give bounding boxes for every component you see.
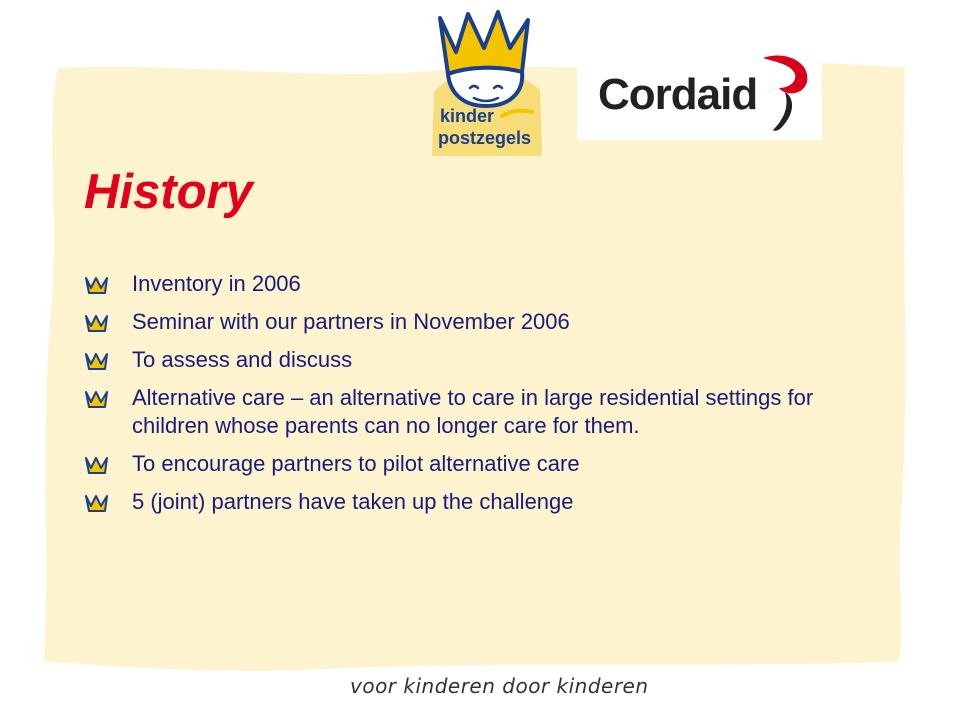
list-item <box>84 346 844 374</box>
list-item <box>84 488 844 516</box>
list-item <box>84 450 844 478</box>
cordaid-swirl-icon <box>755 52 817 134</box>
kinderpostzegels-logo <box>426 8 546 156</box>
crown-bullet-icon <box>84 276 110 296</box>
list-item-text: To encourage partners to pilot alternative care <box>132 451 580 476</box>
list-item-text: Alternative care – an alternative to care in large residential settings for children whose parents can no longer care for them. <box>132 385 814 438</box>
list-item <box>84 384 844 440</box>
cordaid-wordmark: Cordaid <box>598 70 758 119</box>
cordaid-logo <box>577 48 822 140</box>
list-item-text: Inventory in 2006 <box>132 271 301 296</box>
crown-bullet-icon <box>84 352 110 372</box>
list-item <box>84 308 844 336</box>
crown-bullet-icon <box>84 494 110 514</box>
list-item-text: To assess and discuss <box>132 347 353 372</box>
crown-bullet-icon <box>84 314 110 334</box>
crown-bullet-icon <box>84 456 110 476</box>
bullet-list <box>84 270 844 526</box>
list-item-text: 5 (joint) partners have taken up the challenge <box>132 489 574 514</box>
kp-word-2: postzegels <box>438 128 532 148</box>
list-item-text: Seminar with our partners in November 2006 <box>132 309 570 334</box>
list-item <box>84 270 844 298</box>
page-title: History <box>84 165 253 219</box>
kp-word-1: kinder <box>440 106 495 126</box>
footer-tagline: voor kinderen door kinderen <box>350 674 649 698</box>
crown-bullet-icon <box>84 390 110 410</box>
